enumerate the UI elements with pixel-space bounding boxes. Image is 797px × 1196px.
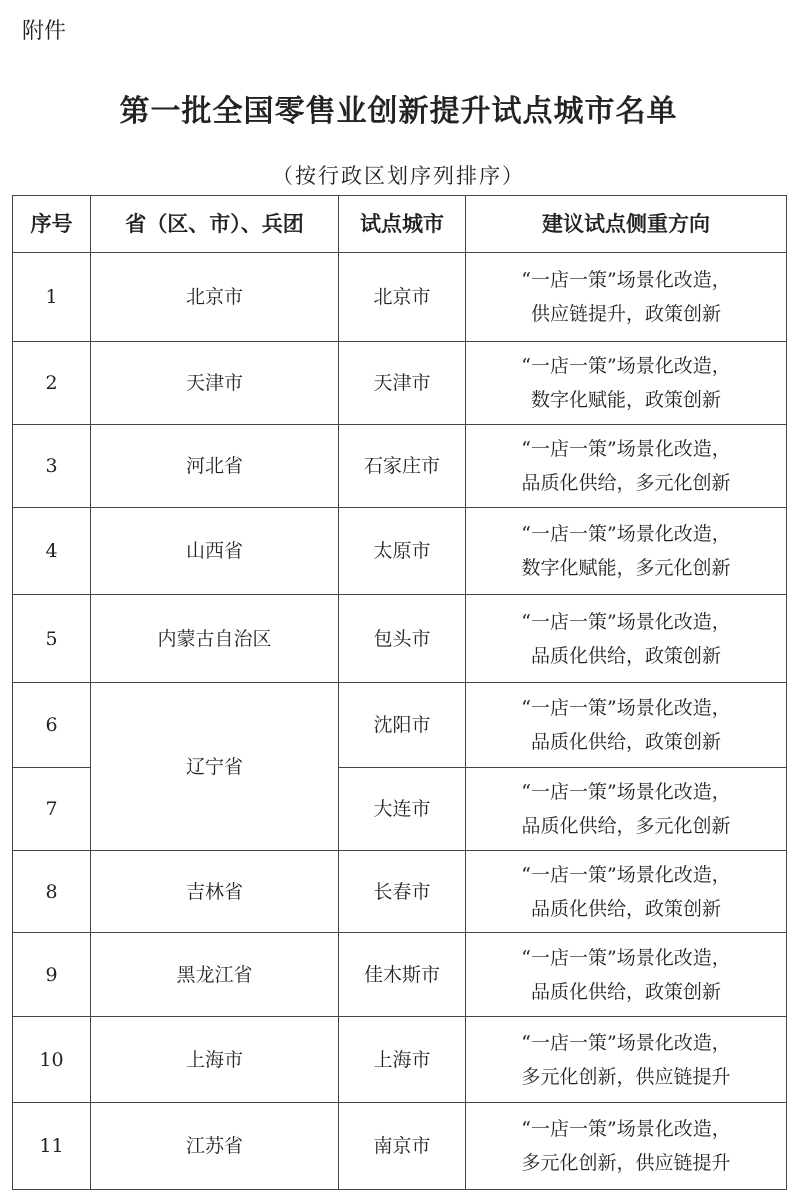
row-number: 4 (13, 508, 91, 595)
row-direction (466, 768, 787, 851)
row-direction (466, 253, 787, 342)
direction-line-2: 数字化赋能，政策创新 (530, 389, 721, 411)
row-city: 南京市 (339, 1103, 466, 1190)
row-number: 5 (13, 595, 91, 683)
row-city: 包头市 (339, 595, 466, 683)
row-province: 吉林省 (91, 851, 339, 933)
row-province: 江苏省 (91, 1103, 339, 1190)
direction-line-2: 品质化供给，多元化创新 (521, 472, 731, 494)
row-number: 2 (13, 342, 91, 425)
row-city: 沈阳市 (339, 683, 466, 768)
row-province: 内蒙古自治区 (91, 595, 339, 683)
row-direction (466, 425, 787, 508)
direction-line-2: 供应链提升，政策创新 (530, 303, 721, 325)
header-number: 序号 (13, 196, 91, 253)
direction-line-1: “一店一策”场景化改造， (521, 1031, 731, 1054)
row-direction (466, 342, 787, 425)
row-city: 北京市 (339, 253, 466, 342)
header-direction: 建议试点侧重方向 (466, 196, 787, 253)
direction-line-2: 品质化供给，政策创新 (530, 897, 721, 920)
row-province: 辽宁省 (91, 683, 339, 851)
row-city: 石家庄市 (339, 425, 466, 508)
table-header-row (13, 196, 787, 253)
row-city: 大连市 (339, 768, 466, 851)
row-city: 天津市 (339, 342, 466, 425)
table-row (13, 851, 787, 933)
direction-line-2: 品质化供给，多元化创新 (521, 815, 731, 837)
direction-line-1: “一店一策”场景化改造， (521, 438, 731, 460)
row-direction (466, 508, 787, 595)
row-province: 上海市 (91, 1017, 339, 1103)
row-province: 北京市 (91, 253, 339, 342)
row-number: 10 (13, 1017, 91, 1103)
table-row (13, 342, 787, 425)
table-row (13, 425, 787, 508)
table-row (13, 1103, 787, 1190)
row-province: 山西省 (91, 508, 339, 595)
row-number: 7 (13, 768, 91, 851)
table-row (13, 595, 787, 683)
row-province: 黑龙江省 (91, 933, 339, 1017)
direction-line-1: “一店一策”场景化改造， (521, 863, 731, 886)
attachment-label: 附件 (22, 19, 67, 44)
direction-line-2: 品质化供给，政策创新 (530, 644, 721, 667)
row-direction (466, 851, 787, 933)
document-subtitle: （按行政区划序列排序） (272, 164, 525, 188)
direction-line-1: “一店一策”场景化改造， (521, 523, 731, 545)
row-direction (466, 933, 787, 1017)
row-direction (466, 1017, 787, 1103)
row-number: 11 (13, 1103, 91, 1190)
direction-line-1: “一店一策”场景化改造， (521, 946, 731, 969)
row-direction (466, 595, 787, 683)
direction-line-2: 品质化供给，政策创新 (530, 980, 721, 1003)
direction-line-1: “一店一策”场景化改造， (521, 269, 731, 291)
direction-line-2: 多元化创新，供应链提升 (521, 1152, 731, 1174)
row-city: 长春市 (339, 851, 466, 933)
document-title: 第一批全国零售业创新提升试点城市名单 (119, 94, 678, 129)
row-number: 6 (13, 683, 91, 768)
row-direction (466, 683, 787, 768)
direction-line-1: “一店一策”场景化改造， (521, 781, 731, 803)
direction-line-2: 多元化创新，供应链提升 (521, 1065, 731, 1088)
header-province: 省（区、市）、兵团 (91, 196, 339, 253)
table-row (13, 253, 787, 342)
direction-line-2: 品质化供给，政策创新 (530, 731, 721, 753)
row-city: 佳木斯市 (339, 933, 466, 1017)
direction-line-1: “一店一策”场景化改造， (521, 697, 731, 719)
row-direction (466, 1103, 787, 1190)
direction-line-1: “一店一策”场景化改造， (521, 610, 731, 633)
row-province: 河北省 (91, 425, 339, 508)
row-province: 天津市 (91, 342, 339, 425)
table-row (13, 683, 787, 768)
direction-line-2: 数字化赋能，多元化创新 (521, 557, 731, 579)
row-number: 1 (13, 253, 91, 342)
direction-line-1: “一店一策”场景化改造， (521, 355, 731, 377)
row-city: 太原市 (339, 508, 466, 595)
pilot-cities-table (12, 195, 787, 1190)
row-city: 上海市 (339, 1017, 466, 1103)
header-city: 试点城市 (339, 196, 466, 253)
row-number: 9 (13, 933, 91, 1017)
table-row (13, 508, 787, 595)
table-row (13, 1017, 787, 1103)
direction-line-1: “一店一策”场景化改造， (521, 1118, 731, 1140)
table-row (13, 933, 787, 1017)
row-number: 3 (13, 425, 91, 508)
row-number: 8 (13, 851, 91, 933)
